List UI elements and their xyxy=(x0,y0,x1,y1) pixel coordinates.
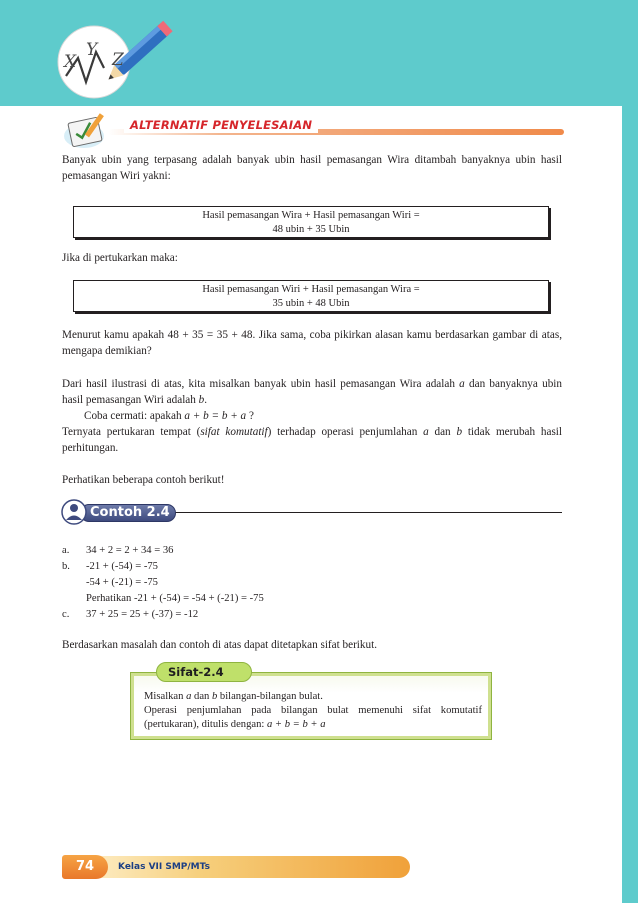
sum-box-1-line2: 48 ubin + 35 Ubin xyxy=(272,224,350,235)
question-paragraph: Menurut kamu apakah 48 + 35 = 35 + 48. Jika sama, coba pikirkan alasan kamu berdasarkan gambar di atas, mengapa demikian? xyxy=(62,329,562,357)
example-b-line3: Perhatikan -21 + (-54) = -54 + (-21) = -75 xyxy=(86,593,264,604)
check-line: Coba cermati: apakah a + b = b + a ? xyxy=(84,410,254,422)
sum-box-1-line1: Hasil pemasangan Wira + Hasil pemasangan Wiri = xyxy=(202,210,420,221)
sum-box-1 xyxy=(73,206,549,238)
intro-paragraph: Banyak ubin yang terpasang adalah banyak ubin hasil pemasangan Wira ditambah banyaknya ubin hasil pemasangan Wiri yakni: xyxy=(62,154,562,182)
logo-letter-z: Z xyxy=(112,50,124,70)
example-title: Contoh 2.4 xyxy=(90,505,170,520)
result-paragraph: Ternyata pertukaran tempat (sifat komutatif) terhadap operasi penjumlahan a dan b tidak merubah hasil perhitungan. xyxy=(62,426,563,454)
example-c-line1: 37 + 25 = 25 + (-37) = -12 xyxy=(86,609,199,620)
person-icon xyxy=(60,498,88,526)
side-band xyxy=(622,106,638,903)
example-b-line1: -21 + (-54) = -75 xyxy=(86,561,158,572)
examples-intro: Perhatikan beberapa contoh berikut! xyxy=(62,474,225,486)
example-b-line2: -54 + (-21) = -75 xyxy=(86,577,158,588)
property-line1: Misalkan a dan b bilangan-bilangan bulat. xyxy=(144,691,323,702)
illustration-paragraph: Dari hasil ilustrasi di atas, kita misalkan banyak ubin hasil pemasangan Wira adalah a dan banyaknya ubin hasil pemasangan Wiri adalah b. xyxy=(62,378,562,406)
logo-letter-y: Y xyxy=(86,40,98,60)
book-title: Kelas VII SMP/MTs xyxy=(118,862,210,872)
sum-box-2-line1: Hasil pemasangan Wiri + Hasil pemasangan Wira = xyxy=(202,284,420,295)
list-label-c: c. xyxy=(62,609,70,620)
property-line2: Operasi penjumlahan pada bilangan bulat memenuhi sifat komutatif (pertukaran), ditulis dengan: a + b = b + a xyxy=(144,705,482,730)
sum-box-2 xyxy=(73,280,549,312)
list-label-a: a. xyxy=(62,545,70,556)
logo-letter-x: X xyxy=(64,52,77,72)
page-number: 74 xyxy=(75,859,95,874)
list-label-b: b. xyxy=(62,561,70,572)
property-title: Sifat-2.4 xyxy=(168,665,224,679)
example-a-line1: 34 + 2 = 2 + 34 = 36 xyxy=(86,545,174,556)
section-title: ALTERNATIF PENYELESAIAN xyxy=(124,117,318,133)
conclusion-paragraph: Berdasarkan masalah dan contoh di atas dapat ditetapkan sifat berikut. xyxy=(62,639,378,651)
sum-box-2-line2: 35 ubin + 48 Ubin xyxy=(272,298,350,309)
clipboard-check-icon xyxy=(62,106,112,152)
xyz-logo xyxy=(52,8,182,108)
swap-text: Jika di pertukarkan maka: xyxy=(62,252,178,264)
footer-bar xyxy=(62,856,410,878)
